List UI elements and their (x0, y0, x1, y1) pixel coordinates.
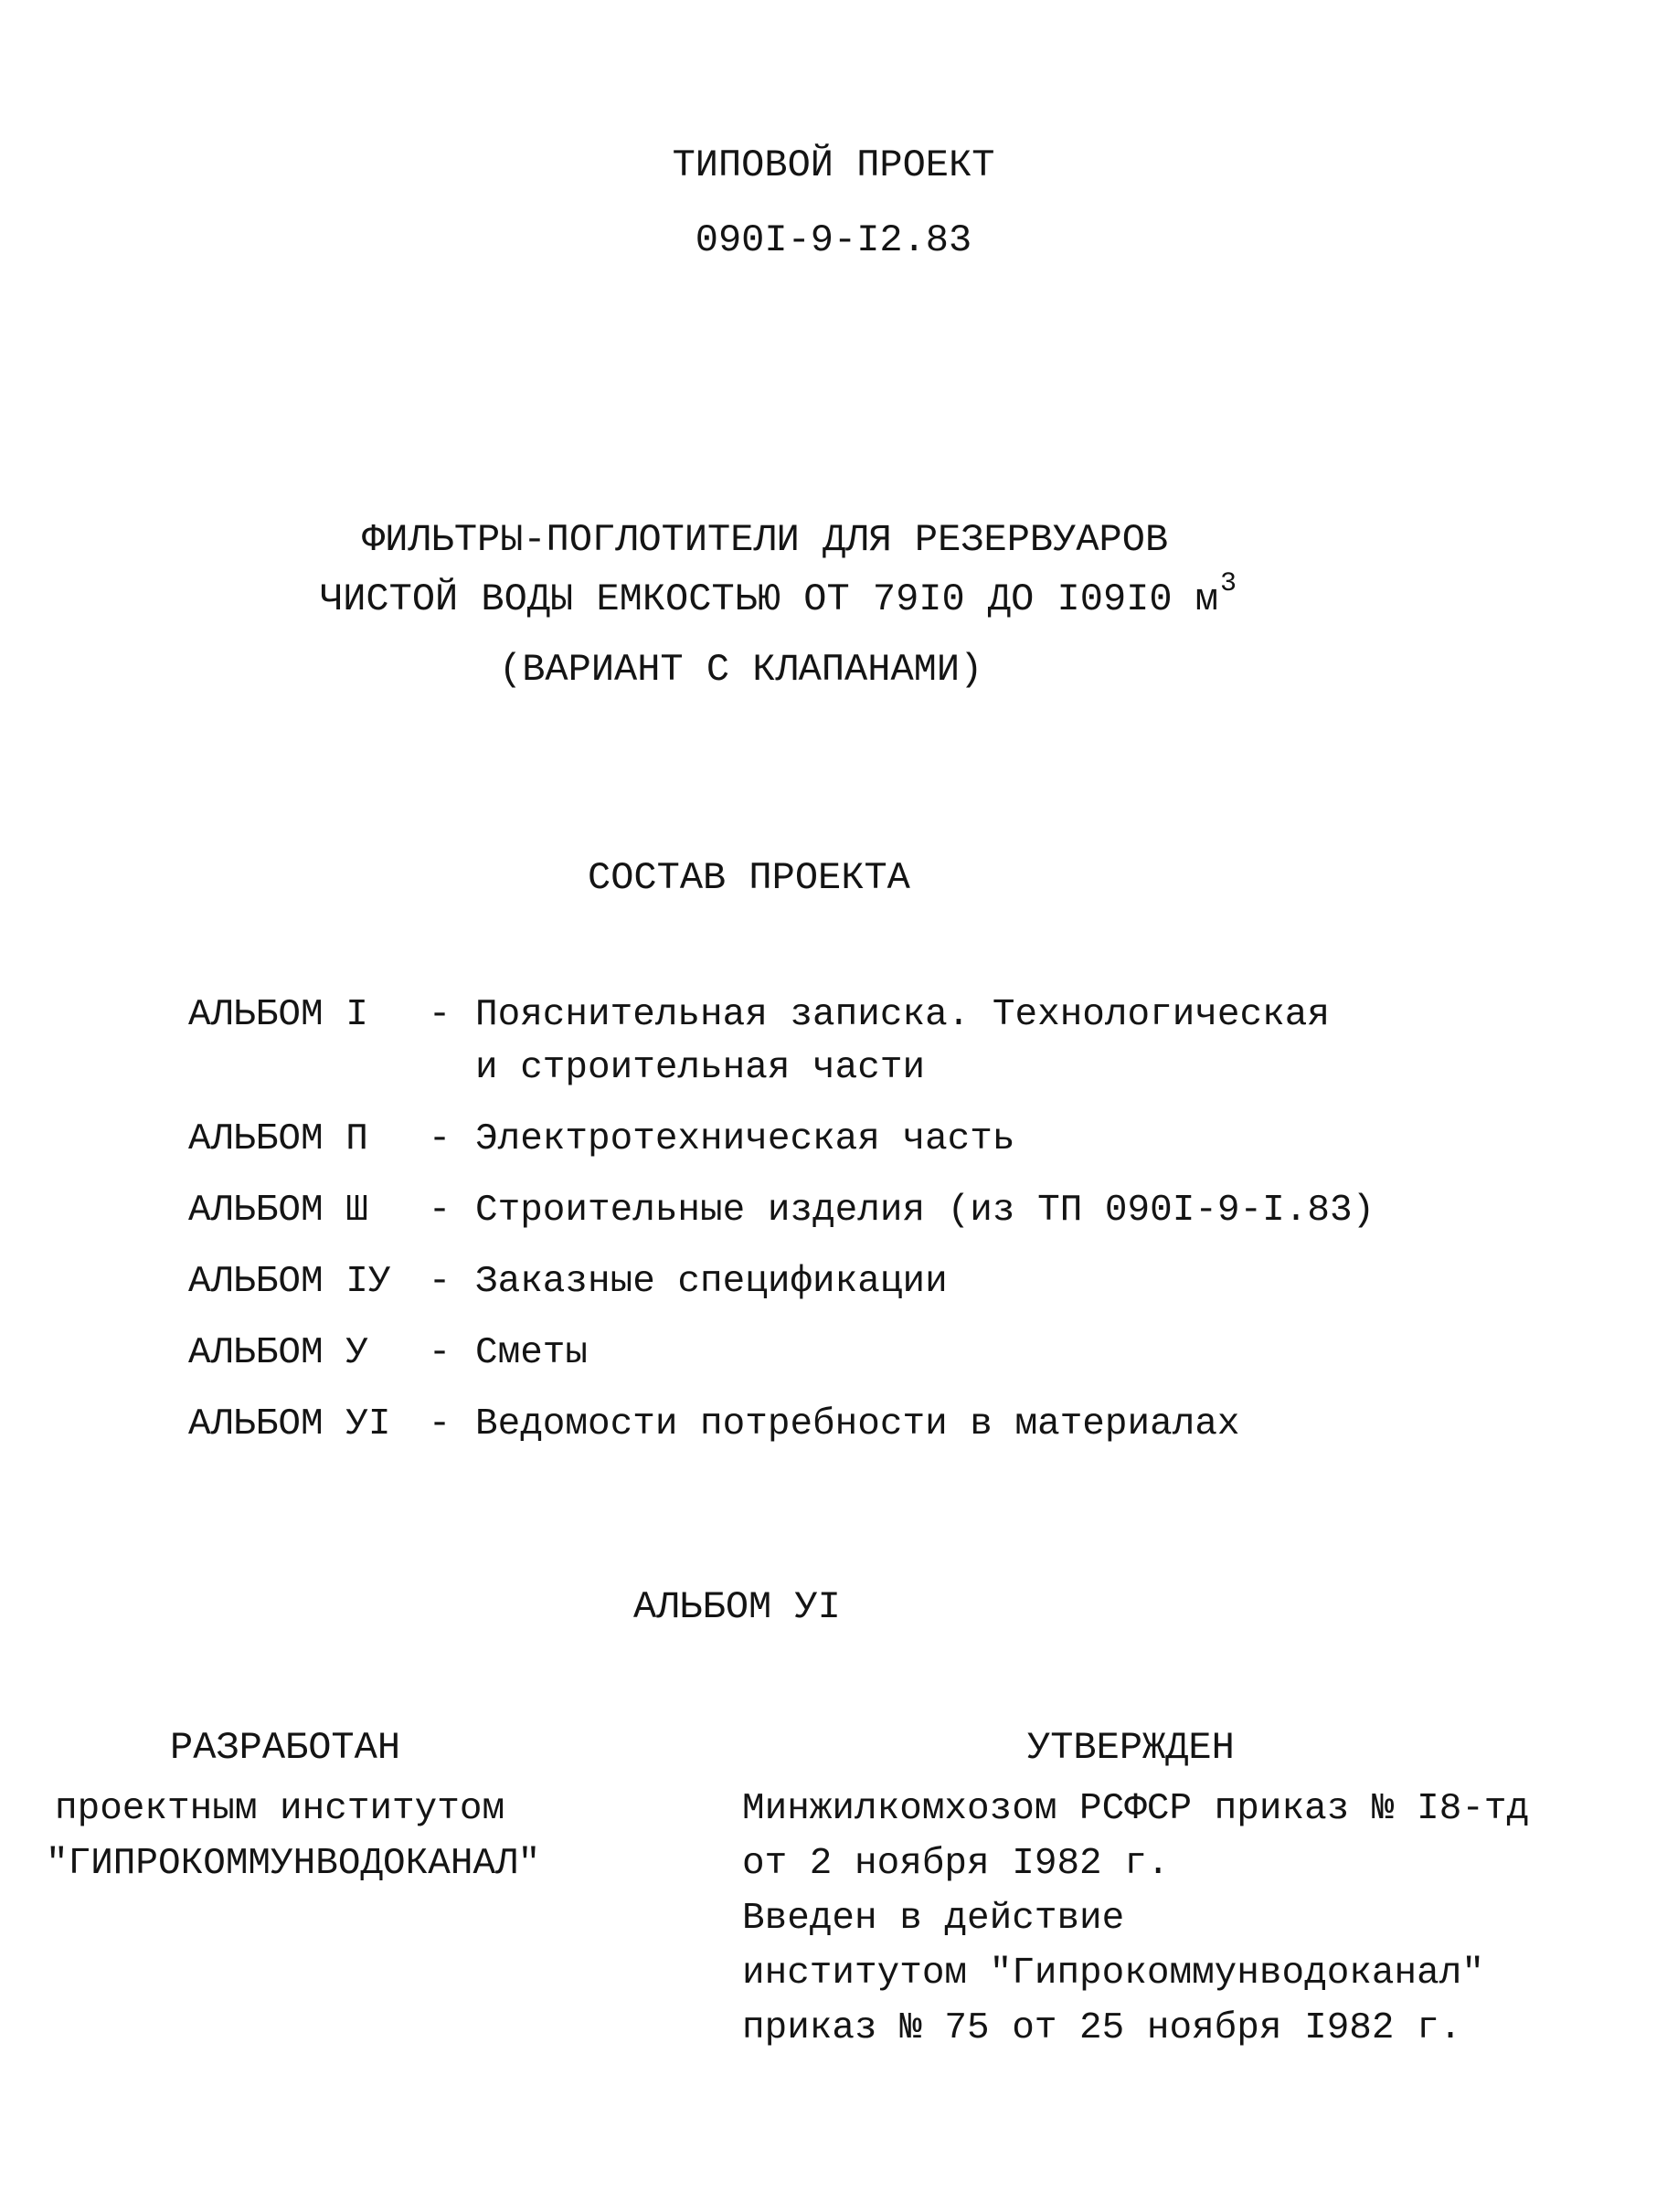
approved-line-1: Минжилкомхозом РСФСР приказ № I8-тд (742, 1788, 1530, 1830)
composition-heading: СОСТАВ ПРОЕКТА (588, 856, 910, 900)
approved-line-3: Введен в действие (742, 1898, 1125, 1940)
developed-heading: РАЗРАБОТАН (170, 1726, 401, 1770)
album-dash: - (428, 1190, 451, 1232)
title-line-3: (ВАРИАНТ С КЛАПАНАМИ) (499, 648, 983, 692)
developed-line-1: проектным институтом (55, 1788, 505, 1830)
cubic-exponent: 3 (1219, 568, 1237, 599)
album-number: АЛЬБОМ П (188, 1118, 368, 1160)
title-line-1: ФИЛЬТРЫ-ПОГЛОТИТЕЛИ ДЛЯ РЕЗЕРВУАРОВ (362, 518, 1169, 562)
album-description: Пояснительная записка. Технологическая (475, 994, 1330, 1036)
approved-heading: УТВЕРЖДЕН (1027, 1726, 1235, 1770)
album-number: АЛЬБОМ I (188, 994, 368, 1036)
album-dash: - (428, 1261, 451, 1303)
album-number: АЛЬБОМ IУ (188, 1261, 391, 1303)
current-album-label: АЛЬБОМ УI (633, 1585, 841, 1629)
album-description: Ведомости потребности в материалах (475, 1403, 1240, 1445)
album-dash: - (428, 994, 451, 1036)
developed-line-2: "ГИПРОКОММУНВОДОКАНАЛ" (46, 1843, 541, 1885)
album-description: Заказные спецификации (475, 1261, 948, 1303)
approved-line-2: от 2 ноября I982 г. (742, 1843, 1170, 1885)
album-description-continuation: и строительная части (475, 1047, 926, 1089)
album-description: Электротехническая часть (475, 1118, 1015, 1160)
title-line-2-text: ЧИСТОЙ ВОДЫ ЕМКОСТЬЮ ОТ 79I0 ДО I09I0 м (320, 577, 1218, 621)
album-description: Сметы (475, 1332, 589, 1374)
album-description: Строительные изделия (из ТП 090I-9-I.83) (475, 1190, 1375, 1232)
album-number: АЛЬБОМ У (188, 1332, 368, 1374)
album-dash: - (428, 1118, 451, 1160)
project-number: 090I-9-I2.83 (695, 218, 972, 262)
approved-line-5: приказ № 75 от 25 ноября I982 г. (742, 2007, 1462, 2049)
album-number: АЛЬБОМ Ш (188, 1190, 368, 1232)
title-line-2 (320, 568, 1237, 621)
album-dash: - (428, 1332, 451, 1374)
album-number: АЛЬБОМ УI (188, 1403, 391, 1445)
album-dash: - (428, 1403, 451, 1445)
approved-line-4: институтом "Гипрокоммунводоканал" (742, 1953, 1484, 1995)
project-type-heading: ТИПОВОЙ ПРОЕКТ (672, 143, 995, 187)
